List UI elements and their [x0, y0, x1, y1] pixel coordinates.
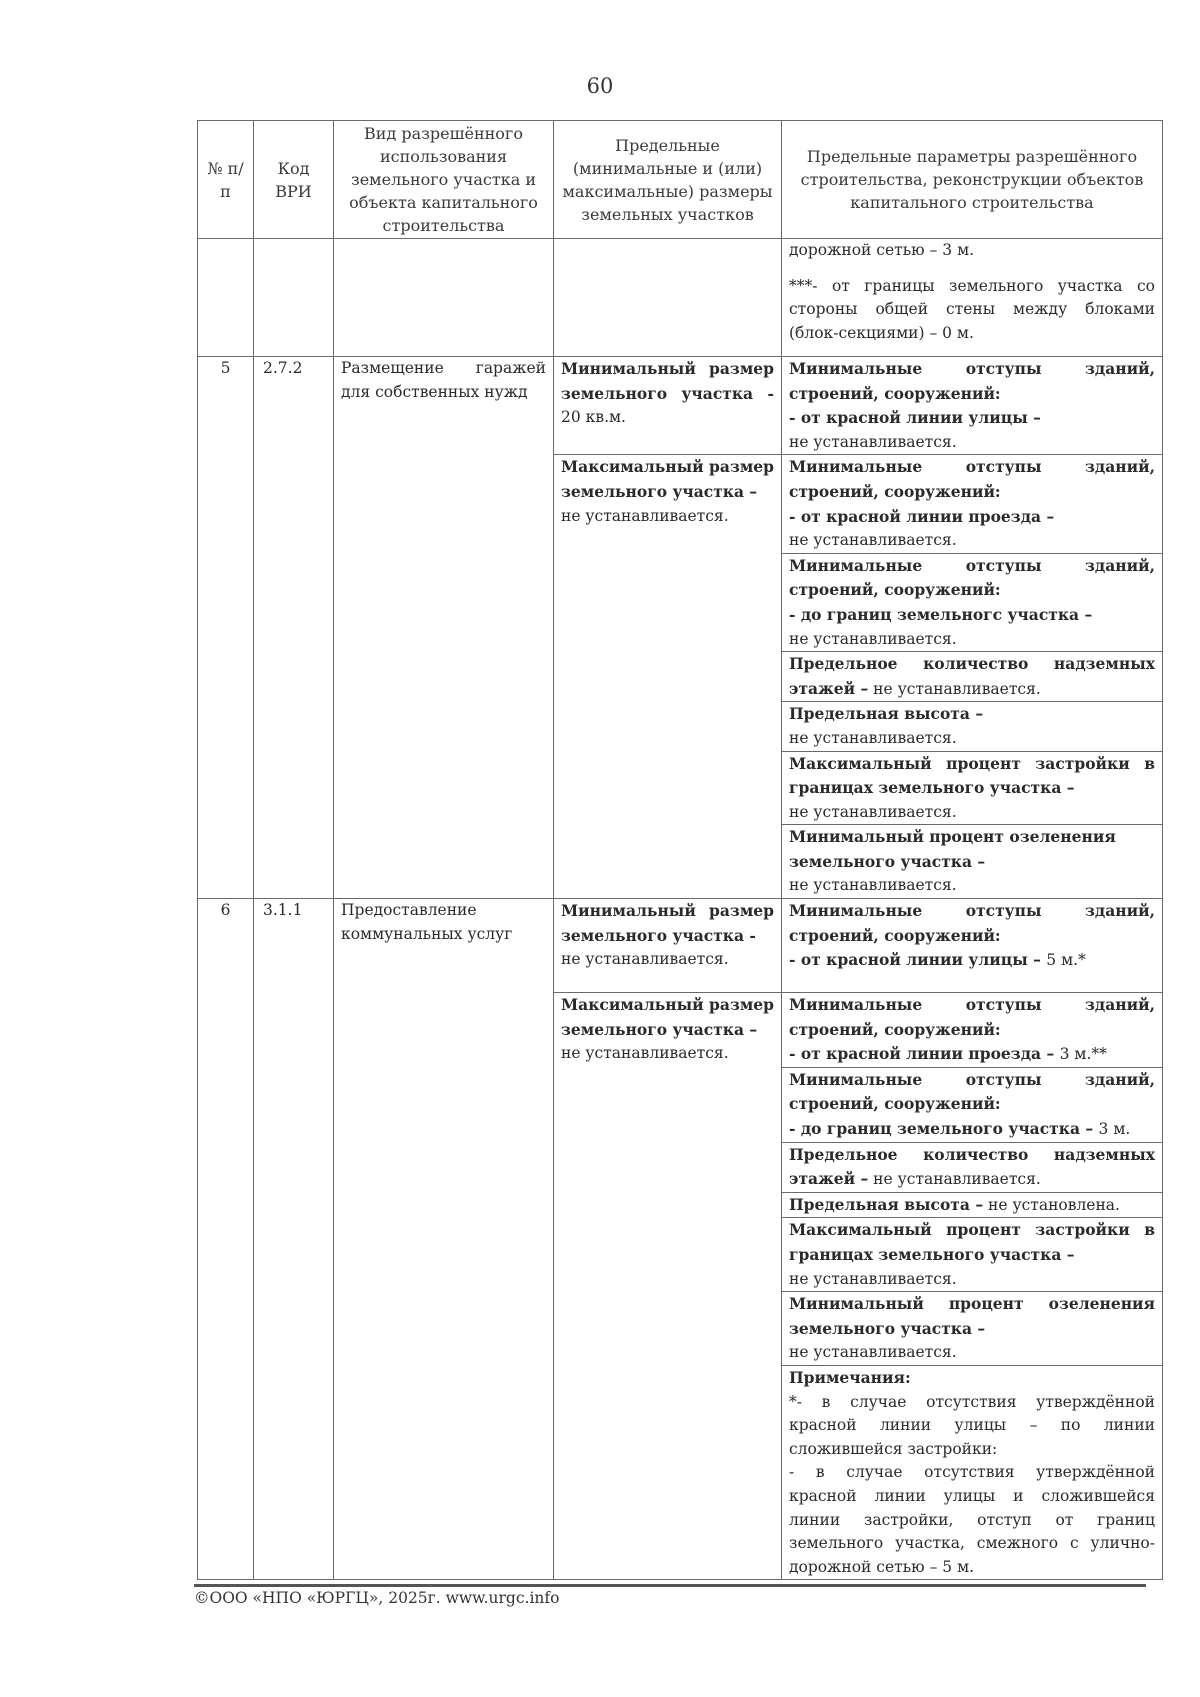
- param-value: не устанавливается.: [789, 876, 957, 895]
- header-num: № п/п: [198, 121, 254, 239]
- param-sub: - до границ земельного участка –: [789, 1119, 1099, 1139]
- cell-empty: [254, 239, 334, 357]
- footer-copyright: ©ООО «НПО «ЮРГЦ», 2025г. www.urgc.info: [194, 1589, 560, 1607]
- cell-empty: [554, 239, 782, 357]
- row-number: 5: [198, 357, 254, 899]
- continuation-cell: [782, 239, 1163, 357]
- param-cell: [782, 993, 1163, 1068]
- param-label: Минимальные отступы зданий, строений, сооружений:: [789, 457, 1155, 501]
- param-label: Минимальные отступы зданий, строений, сооружений:: [789, 359, 1155, 403]
- size-min-value: не устанавливается.: [561, 950, 729, 969]
- param-value: 3 м.: [1098, 1120, 1131, 1139]
- param-label: Минимальные отступы зданий, строений, сооружений:: [789, 555, 1155, 600]
- page-number: 60: [586, 74, 614, 98]
- param-label: Предельная высота –: [789, 704, 984, 724]
- param-sub: - от красной линии улицы –: [789, 950, 1047, 970]
- param-sub: - до границ земельногс участка –: [789, 604, 1093, 624]
- table-row: [198, 239, 1163, 357]
- notes-cell: [782, 1365, 1163, 1579]
- param-cell: [782, 1292, 1163, 1366]
- param-value: не устанавливается.: [789, 728, 957, 747]
- param-label: Максимальный процент застройки в границах земельного участка –: [789, 1220, 1155, 1264]
- header-params: Предельные параметры разрешённого строительства, реконструкции объектов капитального строительства: [782, 121, 1163, 239]
- land-use-table: [197, 120, 1163, 1580]
- vri-code: 3.1.1: [254, 899, 334, 1580]
- size-min-cell: [554, 899, 782, 993]
- param-cell: [782, 1067, 1163, 1142]
- footer-divider: [194, 1584, 1146, 1587]
- param-label: Минимальные отступы зданий, строений, сооружений:: [789, 1069, 1155, 1114]
- param-value: не устанавливается.: [789, 629, 957, 648]
- size-min-value: 20 кв.м.: [561, 408, 626, 427]
- size-max-value: не устанавливается.: [561, 1044, 729, 1063]
- table-header-row: [198, 121, 1163, 239]
- size-max-cell: [554, 455, 782, 899]
- table-row: [198, 899, 1163, 993]
- param-label: Предельная высота –: [789, 1194, 984, 1214]
- continuation-text-2: ***- от границы земельного участка со стороны общей стены между блоками (блок-секциями) – 0 м.: [789, 276, 1155, 342]
- size-min-label: Минимальный размер земельного участка -: [561, 359, 774, 403]
- param-cell: [782, 702, 1163, 751]
- vri-code: 2.7.2: [254, 357, 334, 899]
- size-max-label: Максимальный размер земельного участка –: [561, 457, 774, 501]
- param-cell: [782, 751, 1163, 825]
- param-cell: [782, 455, 1163, 553]
- param-value: не устанавливается.: [789, 1343, 957, 1362]
- param-cell: [782, 1192, 1163, 1218]
- size-max-value: не устанавливается.: [561, 506, 729, 525]
- param-value: не устанавливается.: [789, 802, 957, 821]
- param-value: не устанавливается.: [868, 679, 1041, 698]
- param-sub: - от красной линии улицы –: [789, 408, 1041, 428]
- size-min-label: Минимальный размер земельного участка -: [561, 901, 774, 945]
- param-label: Минимальные отступы зданий, строений, сооружений:: [789, 995, 1155, 1039]
- continuation-text-1: дорожной сетью – 3 м.: [789, 241, 975, 259]
- size-max-label: Максимальный размер земельного участка –: [561, 995, 774, 1039]
- row-number: 6: [198, 899, 254, 1580]
- param-cell: [782, 553, 1163, 651]
- note-2: - в случае отсутствия утверждённой красной линии улицы и сложившейся линии застройки, отступ от границ земельного участка, смежного с улично-дорожной сетью – 5 м.: [789, 1463, 1155, 1576]
- param-sub: - от красной линии проезда –: [789, 506, 1055, 526]
- param-cell: [782, 1142, 1163, 1192]
- param-label: Минимальные отступы зданий, строений, сооружений:: [789, 901, 1155, 945]
- param-cell: [782, 357, 1163, 455]
- param-cell: [782, 652, 1163, 702]
- param-label: Минимальный процент озеленения земельного участка –: [789, 1294, 1155, 1338]
- param-label: Минимальный процент озеленения земельного участка –: [789, 827, 1116, 871]
- header-kind: Вид разрешённого использования земельного участка и объекта капитального строительства: [334, 121, 554, 239]
- param-value: не установлена.: [983, 1195, 1120, 1214]
- param-value: 5 м.*: [1046, 951, 1086, 970]
- size-max-cell: [554, 993, 782, 1580]
- param-value: не устанавливается.: [789, 1269, 957, 1288]
- notes-title: Примечания:: [789, 1367, 911, 1387]
- param-label: Максимальный процент застройки в границах земельного участка –: [789, 753, 1155, 798]
- param-value: не устанавливается.: [868, 1170, 1041, 1189]
- use-kind: Предоставление коммунальных услуг: [334, 899, 554, 1580]
- table-row: [198, 357, 1163, 455]
- param-cell: [782, 1218, 1163, 1292]
- cell-empty: [334, 239, 554, 357]
- cell-empty: [198, 239, 254, 357]
- use-kind: Размещение гаражей для собственных нужд: [334, 357, 554, 899]
- param-sub: - от красной линии проезда –: [789, 1044, 1060, 1064]
- note-1: *- в случае отсутствия утверждённой красной линии улицы – по линии сложившейся застройки:: [789, 1392, 1155, 1458]
- param-value: 3 м.**: [1059, 1045, 1107, 1064]
- param-value: не устанавливается.: [789, 432, 957, 451]
- param-label: Предельное количество надземных этажей –: [789, 1144, 1155, 1189]
- header-sizes: Предельные (минимальные и (или) максимальные) размеры земельных участков: [554, 121, 782, 239]
- size-min-cell: [554, 357, 782, 455]
- param-value: не устанавливается.: [789, 531, 957, 550]
- header-code: Код ВРИ: [254, 121, 334, 239]
- param-cell: [782, 899, 1163, 993]
- param-cell: [782, 825, 1163, 899]
- param-label: Предельное количество надземных этажей –: [789, 654, 1155, 698]
